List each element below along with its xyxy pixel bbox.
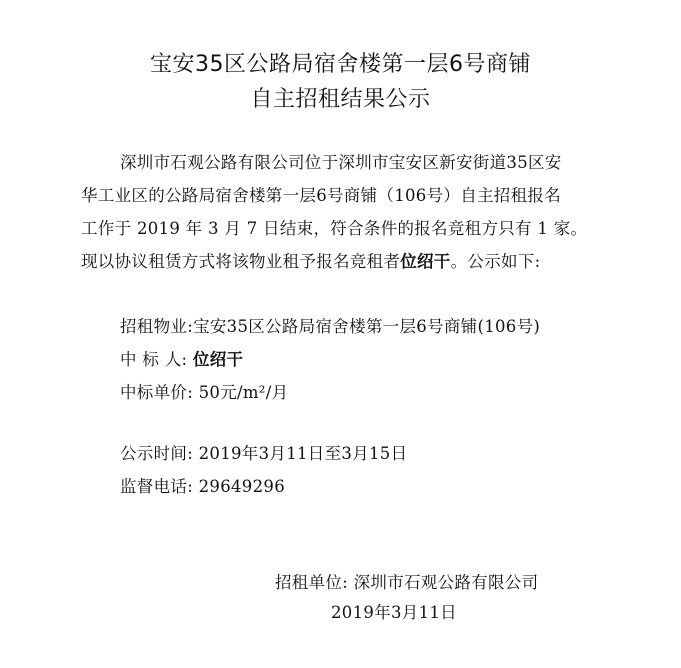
notice-title-line2: 自主招租结果公示: [250, 87, 431, 112]
paragraph-line-1: 深圳市石观公路有限公司位于深圳市宝安区新安街道35区安: [120, 153, 562, 172]
property-row: [120, 316, 540, 338]
paragraph-line-4-suffix: 。公示如下:: [450, 252, 541, 271]
notice-title-line1: 宝安35区公路局宿舍楼第一层6号商铺: [150, 52, 531, 77]
winner-label: 中 标 人:: [120, 350, 188, 369]
price-row: [120, 382, 288, 404]
period-value: 2019年3月11日至3月15日: [198, 444, 408, 463]
paragraph-line-4-prefix: 现以协议租赁方式将该物业租予报名竞租者: [81, 252, 401, 271]
property-value: 宝安35区公路局宿舍楼第一层6号商铺(106号): [193, 317, 541, 336]
winner-value: 位绍干: [192, 350, 244, 369]
organization-row: [275, 572, 538, 594]
paragraph-line-3: 工作于 2019 年 3 月 7 日结束，符合条件的报名竞租方只有 1 家。: [81, 219, 588, 238]
paragraph-line-2: 华工业区的公路局宿舍楼第一层6号商铺（106号）自主招租报名: [81, 186, 561, 205]
price-label: 中标单价:: [120, 383, 194, 402]
organization-label: 招租单位:: [275, 573, 349, 592]
winner-row: [120, 349, 243, 371]
phone-row: [120, 476, 285, 498]
paragraph-line-4: [81, 251, 540, 273]
phone-label: 监督电话:: [120, 477, 194, 496]
organization-value: 深圳市石观公路有限公司: [353, 573, 539, 592]
winner-name-inline: 位绍干: [400, 252, 451, 271]
period-row: [120, 443, 407, 465]
property-label: 招租物业:: [120, 317, 194, 336]
period-label: 公示时间:: [120, 444, 194, 463]
notice-date: 2019年3月11日: [331, 603, 457, 622]
price-value: 50元/m²/月: [198, 383, 289, 402]
phone-value: 29649296: [198, 477, 285, 496]
